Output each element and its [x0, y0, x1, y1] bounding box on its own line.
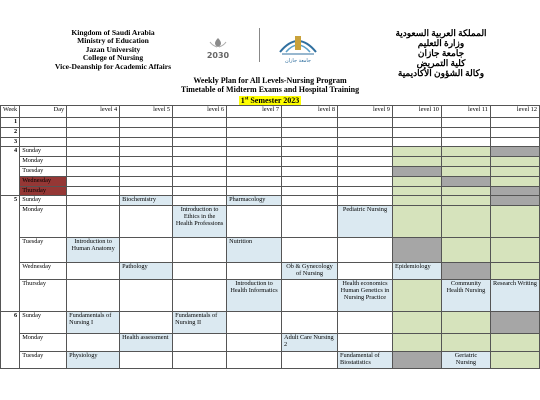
svg-text:2030: 2030 — [206, 51, 230, 60]
day-label: Thursday — [20, 186, 67, 196]
table-row — [1, 176, 540, 186]
day-label: Tuesday — [20, 351, 67, 368]
exam-cell: Epidemiology — [392, 263, 441, 280]
col-week: Week — [1, 106, 20, 118]
exam-cell: Community Health Nursing — [441, 279, 490, 311]
table-row — [1, 157, 540, 167]
day-label: Thursday — [20, 279, 67, 311]
letterhead-line: المملكة العربية السعودية — [395, 28, 487, 38]
exam-cell: Adult Care Nursing 2 — [282, 333, 338, 351]
exam-cell: Health economics Human Genetics in Nursing Practice — [338, 279, 393, 311]
table-row — [1, 147, 540, 157]
letterhead-line: Ministry of Education — [77, 36, 149, 46]
table-row — [1, 127, 540, 137]
day-label: Wednesday — [20, 263, 67, 280]
week-number: 1 — [1, 118, 20, 128]
table-row — [1, 279, 540, 311]
table-row — [1, 166, 540, 176]
table-row — [1, 186, 540, 196]
arabic-letterhead — [355, 28, 527, 78]
table-row — [1, 196, 540, 206]
divider — [259, 28, 260, 62]
exam-cell: Research Writing — [490, 279, 539, 311]
exam-cell: Health assessment — [120, 333, 173, 351]
day-label: Monday — [20, 157, 67, 167]
letterhead-line: جامعة جازان — [417, 48, 465, 58]
day-label: Monday — [20, 333, 67, 351]
timetable — [0, 105, 540, 369]
week-number: 3 — [1, 137, 20, 147]
exam-cell: Introduction to Health Informatics — [227, 279, 282, 311]
semester-label: Semester 2023 — [250, 95, 300, 105]
table-row — [1, 351, 540, 368]
letterhead-line: Vice-Deanship for Academic Affairs — [54, 61, 172, 71]
week-number: 4 — [1, 147, 20, 196]
col-level-5: level 5 — [120, 106, 173, 118]
table-row — [1, 311, 540, 333]
week-number: 5 — [1, 196, 20, 312]
vision-2030-logo — [200, 36, 236, 62]
letterhead-line: College of Nursing — [82, 53, 144, 63]
exam-cell: Fundamentals of Nursing II — [173, 311, 227, 333]
col-level-7: level 7 — [227, 106, 282, 118]
day-label: Tuesday — [20, 166, 67, 176]
week-number: 2 — [1, 127, 20, 137]
day-label: Sunday — [20, 147, 67, 157]
col-day: Day — [20, 106, 67, 118]
title-line-2: Timetable of Midterm Exams and Hospital Training — [180, 85, 360, 94]
col-level-12: level 12 — [490, 106, 539, 118]
semester-number: 1 — [240, 95, 245, 105]
col-level-9: level 9 — [338, 106, 393, 118]
exam-cell: Physiology — [67, 351, 120, 368]
exam-cell: Geriatric Nursing — [441, 351, 490, 368]
svg-text:جامعة جازان: جامعة جازان — [284, 58, 312, 64]
day-label: Sunday — [20, 196, 67, 206]
day-label: Wednesday — [20, 176, 67, 186]
semester-line — [0, 94, 540, 105]
col-level-8: level 8 — [282, 106, 338, 118]
semester-suffix: st — [244, 96, 249, 101]
week-number: 6 — [1, 311, 20, 368]
header-row — [1, 106, 540, 118]
english-letterhead — [28, 29, 198, 71]
exam-cell: Biochemistry — [120, 196, 173, 206]
exam-cell: Introduction to Ethics in the Health Professions — [173, 206, 227, 238]
exam-cell: Fundamental of Biostatistics — [338, 351, 393, 368]
document-title — [0, 76, 540, 105]
letterhead-line: كلية التمريض — [416, 58, 466, 68]
jazan-university-logo — [272, 26, 324, 64]
exam-cell: Introduction to Human Anatomy — [67, 238, 120, 263]
letterhead — [0, 0, 540, 78]
col-level-4: level 4 — [67, 106, 120, 118]
exam-cell: Pharmacology — [227, 196, 282, 206]
table-row — [1, 206, 540, 238]
table-row — [1, 137, 540, 147]
table-row — [1, 118, 540, 128]
col-level-6: level 6 — [173, 106, 227, 118]
exam-cell: Pathology — [120, 263, 173, 280]
title-line-1: Weekly Plan for All Levels-Nursing Program — [193, 76, 347, 85]
day-label: Monday — [20, 206, 67, 238]
semester-highlight — [239, 96, 302, 105]
table-row — [1, 238, 540, 263]
col-level-10: level 10 — [392, 106, 441, 118]
day-label: Sunday — [20, 311, 67, 333]
table-row — [1, 263, 540, 280]
exam-cell: Pediatric Nursing — [338, 206, 393, 238]
exam-cell: Fundamentals of Nursing I — [67, 311, 120, 333]
letterhead-line: وكالة الشؤون الأكاديمية — [397, 68, 485, 78]
exam-cell: Nutrition — [227, 238, 282, 263]
letterhead-line: Kingdom of Saudi Arabia — [71, 28, 155, 37]
day-label: Tuesday — [20, 238, 67, 263]
col-level-11: level 11 — [441, 106, 490, 118]
letterhead-line: Jazan University — [85, 44, 141, 54]
letterhead-line: وزارة التعليم — [417, 38, 465, 48]
table-row — [1, 333, 540, 351]
exam-cell: Ob & Gynecology of Nursing — [282, 263, 338, 280]
